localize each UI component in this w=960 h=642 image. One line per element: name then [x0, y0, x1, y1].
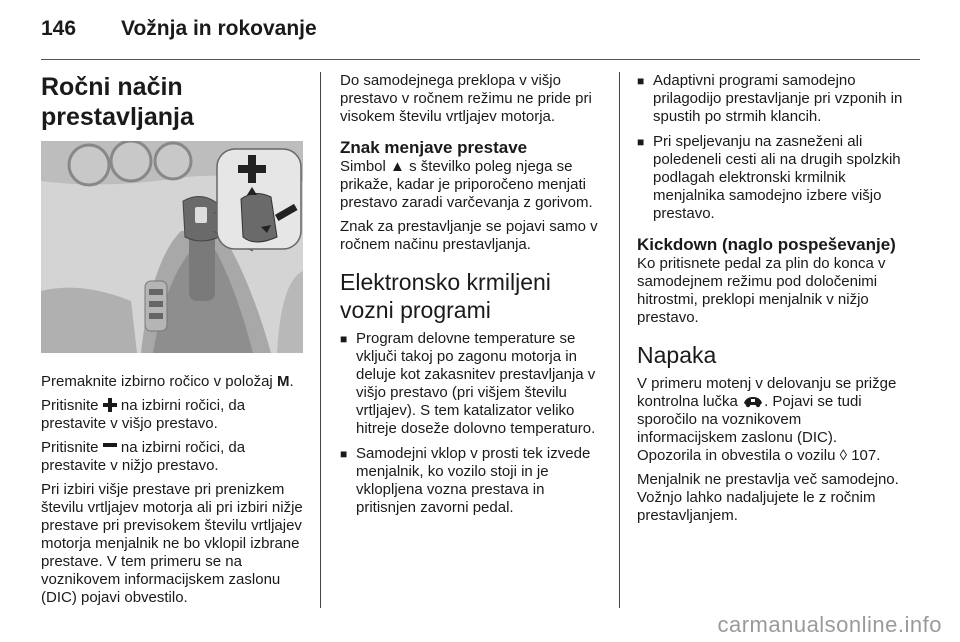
- section-title-manual-mode: Ročni način prestavljanja: [41, 73, 194, 131]
- list-item: ■ Adaptivni programi samodejno prilagodijo prestavljanje pri vzponih in spustih po strmih klancih.: [637, 72, 905, 126]
- minus-icon: [103, 440, 117, 454]
- programs-list-continued: [637, 72, 905, 223]
- list-item: ■ Samodejni vklop v prosti tek izvede menjalnik, ko vozilo stoji in je vklopljena vozna prestava in pritisnjen zavorni pedal.: [340, 445, 605, 517]
- paragraph-shift-limits: Pri izbiri višje prestave pri prenizkem številu vrtljajev motorja ali pri izbiri nižje prestave pri previsokem številu vrtljajev motorja menjalnik ne bo vklopil izbrane prestave. V tem primeru se na voznikovem informacijskem zaslonu (DIC) pojavi obvestilo.: [41, 481, 303, 606]
- heading-kickdown: Kickdown (naglo pospeševanje): [637, 235, 896, 254]
- page-reference-icon: ◊: [839, 447, 848, 464]
- paragraph-kickdown: Ko pritisnete pedal za plin do konca v samodejnem režimu pod določenimi hitrostmi, preklopi menjalnik v nižjo prestavo.: [637, 255, 886, 326]
- heading-electronic-programs: Elektronsko krmiljeni vozni programi: [340, 269, 551, 323]
- paragraph-upshift: Pritisnite na izbirni ročici, da prestavite v višjo prestavo.: [41, 397, 246, 432]
- header-rule: [41, 59, 920, 60]
- transmission-warning-icon: [742, 394, 764, 408]
- page-reference[interactable]: 107.: [851, 447, 881, 464]
- paragraph-shift-indicator-manual: Znak za prestavljanje se pojavi samo v ročnem načinu prestavljanja.: [340, 218, 598, 253]
- position-m: M: [276, 373, 290, 390]
- paragraph-no-auto-upshift: Do samodejnega preklopa v višjo prestavo v ročnem režimu ne pride pri visokem številu vrtljajev motorja.: [340, 72, 592, 125]
- paragraph-downshift: Pritisnite na izbirni ročici, da prestavite v nižjo prestavo.: [41, 439, 246, 474]
- column-3: [637, 72, 905, 531]
- paragraph-move-lever: Premaknite izbirno ročico v položaj M.: [41, 373, 294, 390]
- plus-icon: [103, 398, 117, 412]
- chapter-title: Vožnja in rokovanje: [121, 17, 317, 40]
- heading-fault: Napaka: [637, 342, 717, 368]
- paragraph-fault: V primeru motenj v delovanju se prižge kontrolna lučka . Pojavi se tudi sporočilo na voznikovem informacijskem zaslonu (DIC). Opozorila in obvestila o vozilu ◊ 107.: [637, 375, 897, 464]
- paragraph-shift-symbol: Simbol ▲ s številko poleg njega se prikaže, kadar je priporočeno menjati prestavo zaradi varčevanja z gorivom.: [340, 158, 593, 211]
- programs-list: [340, 330, 605, 517]
- gear-selector-figure: [41, 141, 303, 353]
- gear-lever-illustration: [41, 141, 303, 353]
- page-header: [41, 17, 317, 47]
- heading-shift-indicator: Znak menjave prestave: [340, 138, 528, 157]
- column-2: [340, 72, 605, 524]
- paragraph-manual-only: Menjalnik ne prestavlja več samodejno. Vožnjo lahko nadaljujete le z ročnim prestavljanjem.: [637, 471, 899, 524]
- list-item: ■ Program delovne temperature se vključi takoj po zagonu motorja in deluje kot zakasnitev prestavljanja v višjo prestavo (pri višjem številu vrtljajev). S tem katalizator veliko hitreje doseže dolovno temperaturo.: [340, 330, 605, 438]
- column-divider-2: [619, 72, 620, 608]
- column-divider-1: [320, 72, 321, 608]
- triangle-up-icon: ▲: [390, 158, 405, 175]
- page-number: 146: [41, 17, 77, 40]
- watermark: carmanualsonline.info: [717, 612, 942, 637]
- list-item: ■ Pri speljevanju na zasneženi ali poledeneli cesti ali na drugih spolzkih podlagah elektronski krmilnik menjalnika samodejno izbere višjo prestavo.: [637, 133, 905, 223]
- column-1: [41, 72, 303, 613]
